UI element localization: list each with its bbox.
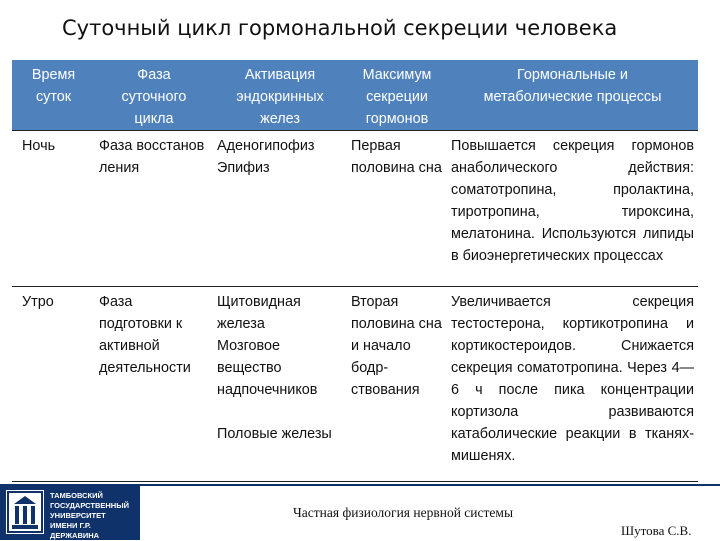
author-name: Шутова С.В.	[621, 523, 692, 538]
cell-glands: Аденогипофиз Эпифиз	[213, 131, 347, 287]
university-name: ТАМБОВСКИЙ ГОСУДАРСТВЕННЫЙ УНИВЕРСИТЕТ ИМЕНИ Г.Р. ДЕРЖАВИНА	[50, 491, 129, 540]
table-row-morning	[12, 287, 698, 482]
cell-max: Первая половина сна	[347, 131, 447, 287]
header-processes: Гормональные и метаболические процессы	[447, 60, 698, 131]
hormone-cycle-table	[12, 60, 698, 482]
cell-phase: Фаза подготовки к активной деятельности	[95, 287, 213, 482]
cell-phase: Фаза восстановления	[95, 131, 213, 287]
table-header-row	[12, 60, 698, 131]
header-phase: Фаза суточного цикла	[95, 60, 213, 131]
cell-processes: Увеличивается секреция тестостерона, кортикотропина и кортикостероидов. Снижается секреция соматотропина. Через 4—6 ч после пика концентрации кортизола развиваются катаболические реакции в тканях-мишенях.	[447, 287, 698, 482]
page-title: Суточный цикл гормональной секреции человека	[62, 16, 618, 40]
cell-max: Вторая половина сна и начало бодр-ствования	[347, 287, 447, 482]
course-title: Частная физиология нервной системы	[293, 505, 514, 520]
table-row-night	[12, 131, 698, 287]
header-glands: Активация эндокринных желез	[213, 60, 347, 131]
cell-time: Ночь	[12, 131, 95, 287]
cell-processes: Повышается секреция гормонов анаболического действия: соматотропина, пролактина, тиротропина, тироксина, мелатонина. Используются липиды в биоэнергетических процессах	[447, 131, 698, 287]
university-logo-icon	[6, 490, 44, 534]
cell-time: Утро	[12, 287, 95, 482]
header-time: Время суток	[12, 60, 95, 131]
cell-glands: Щитовидная железа Мозговое вещество надпочечников Половые железы	[213, 287, 347, 482]
header-max-secretion: Максимум секреции гормонов	[347, 60, 447, 131]
